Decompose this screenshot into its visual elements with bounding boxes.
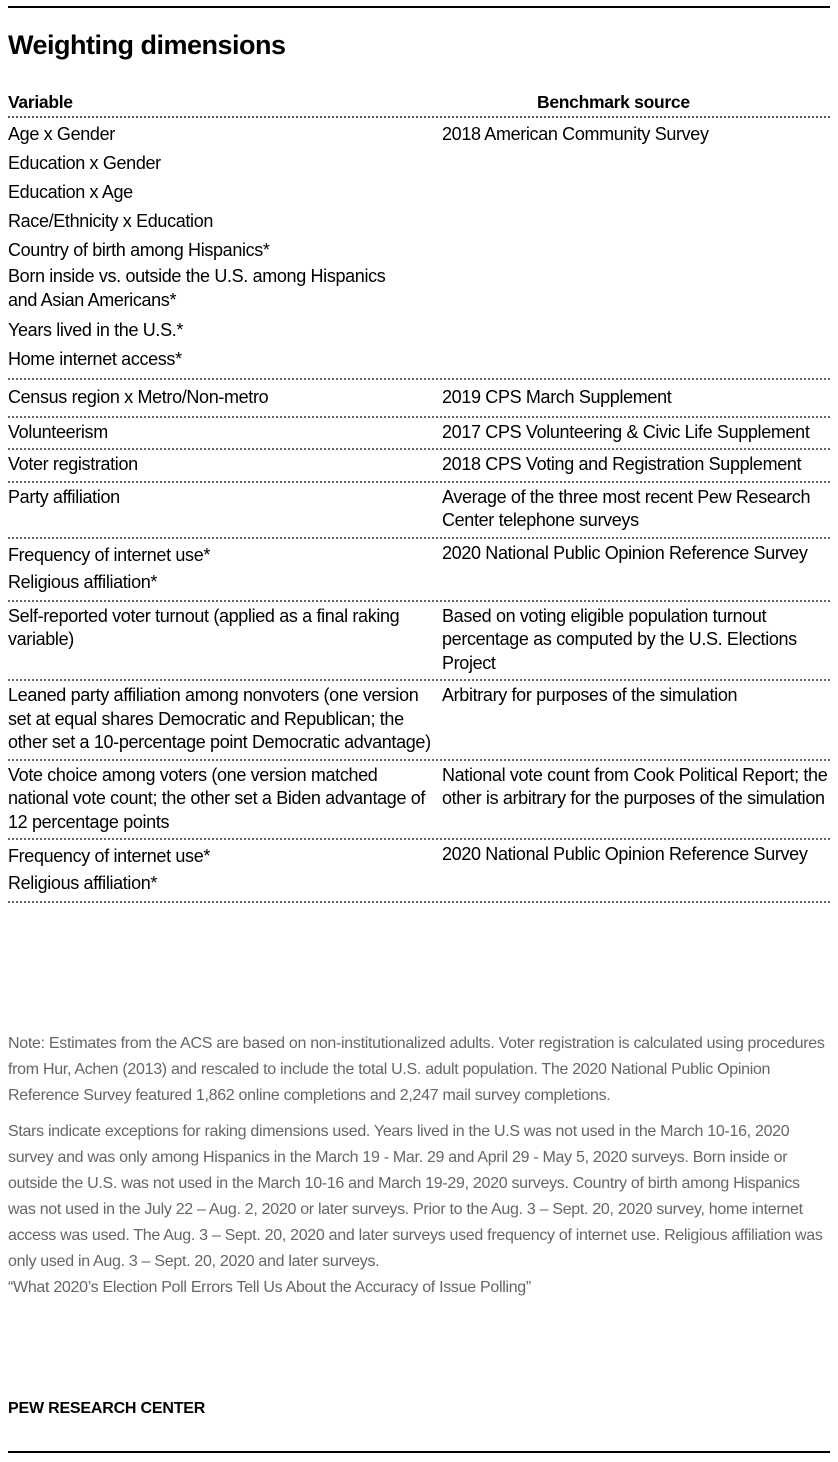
benchmark-cell: Based on voting eligible population turnout percentage as computed by the U.S. Elections Project [442,605,797,673]
variable-item: Age x Gender [8,124,115,144]
pew-research-center-logo: PEW RESEARCH CENTER [8,1400,206,1417]
variable-item: Religious affiliation* [8,873,158,893]
table-row [8,539,830,602]
table-row [8,380,830,418]
table-row [8,602,830,682]
table-row [8,450,830,483]
variable-item: Frequency of internet use* [8,846,211,866]
table-row [8,840,830,903]
note-text: Note: Estimates from the ACS are based on non-institutionalized adults. Voter registration is calculated using procedures from Hur, Achen (2013) and rescaled to include the total U.S. adult population. The 2020 National Public Opinion Reference Survey featured 1,862 online completions and 2,247 mail survey completions. [8,1035,825,1104]
variable-cell: Party affiliation [8,486,120,507]
notes [8,1031,828,1301]
variable-cell: Census region x Metro/Non-metro [8,387,269,407]
variable-cell [8,120,442,374]
benchmark-cell: Arbitrary for purposes of the simulation [442,685,738,705]
variable-cell: Voter registration [8,454,138,474]
top-rule [8,6,830,8]
benchmark-cell: 2018 CPS Voting and Registration Supplement [442,454,802,474]
variable-item: Country of birth among Hispanics* [8,240,270,260]
page-title: Weighting dimensions [8,30,286,60]
variable-item: Home internet access* [8,349,182,369]
variable-cell: Volunteerism [8,421,108,442]
table-header [8,92,830,118]
variable-item: Race/Ethnicity x Education [8,211,214,231]
benchmark-cell: 2019 CPS March Supplement [442,387,672,407]
table-row [8,681,830,761]
variable-cell: Leaned party affiliation among nonvoters (one version set at equal shares Democratic and Republican; the other set a 10-percentage point Democratic advantage) [8,685,431,752]
variable-item: Education x Gender [8,153,161,173]
table-row [8,761,830,841]
table-row [8,118,830,380]
header-variable: Variable [8,92,73,112]
benchmark-cell: 2020 National Public Opinion Reference Survey [442,844,808,864]
variable-cell [8,843,442,897]
variable-item: Frequency of internet use* [8,544,211,565]
variable-cell [8,542,442,596]
stars-note-text: Stars indicate exceptions for raking dimensions used. Years lived in the U.S was not used in the March 10-16, 2020 survey and was only among Hispanics in the March 19 - Mar. 29 and April 29 - May 5, 2020 surveys. Born inside or outside the U.S. was not used in the March 10-16 and March 19-29, 2020 surveys. Country of birth among Hispanics was not used in the July 22 – Aug. 2, 2020 or later surveys. Prior to the Aug. 3 – Sept. 20, 2020 survey, home internet access was used. The Aug. 3 – Sept. 20, 2020 and later surveys used frequency of internet use. Religious affiliation was only used in Aug. 3 – Sept. 20, 2020 and later surveys. [8,1123,823,1270]
weighting-table [8,92,830,903]
benchmark-cell: 2017 CPS Volunteering & Civic Life Supplement [442,421,810,442]
variable-item: Religious affiliation* [8,571,158,592]
benchmark-cell: Average of the three most recent Pew Research Center telephone surveys [442,486,811,530]
table-row [8,418,830,451]
variable-cell: Self-reported voter turnout (applied as a final raking variable) [8,605,400,649]
variable-cell: Vote choice among voters (one version matched national vote count; the other set a Biden advantage of 12 percentage points [8,764,426,832]
benchmark-cell: National vote count from Cook Political Report; the other is arbitrary for the purposes of the simulation [442,764,828,808]
variable-item: Education x Age [8,182,133,202]
bottom-rule [8,1451,830,1453]
benchmark-cell: 2018 American Community Survey [442,124,709,144]
variable-item: Years lived in the U.S.* [8,320,184,340]
variable-item: Born inside vs. outside the U.S. among Hispanics and Asian Americans* [8,266,386,310]
header-benchmark: Benchmark source [537,92,690,112]
table-row [8,483,830,539]
source-text: “What 2020’s Election Poll Errors Tell Us About the Accuracy of Issue Polling” [8,1279,531,1296]
benchmark-cell: 2020 National Public Opinion Reference Survey [442,542,808,563]
